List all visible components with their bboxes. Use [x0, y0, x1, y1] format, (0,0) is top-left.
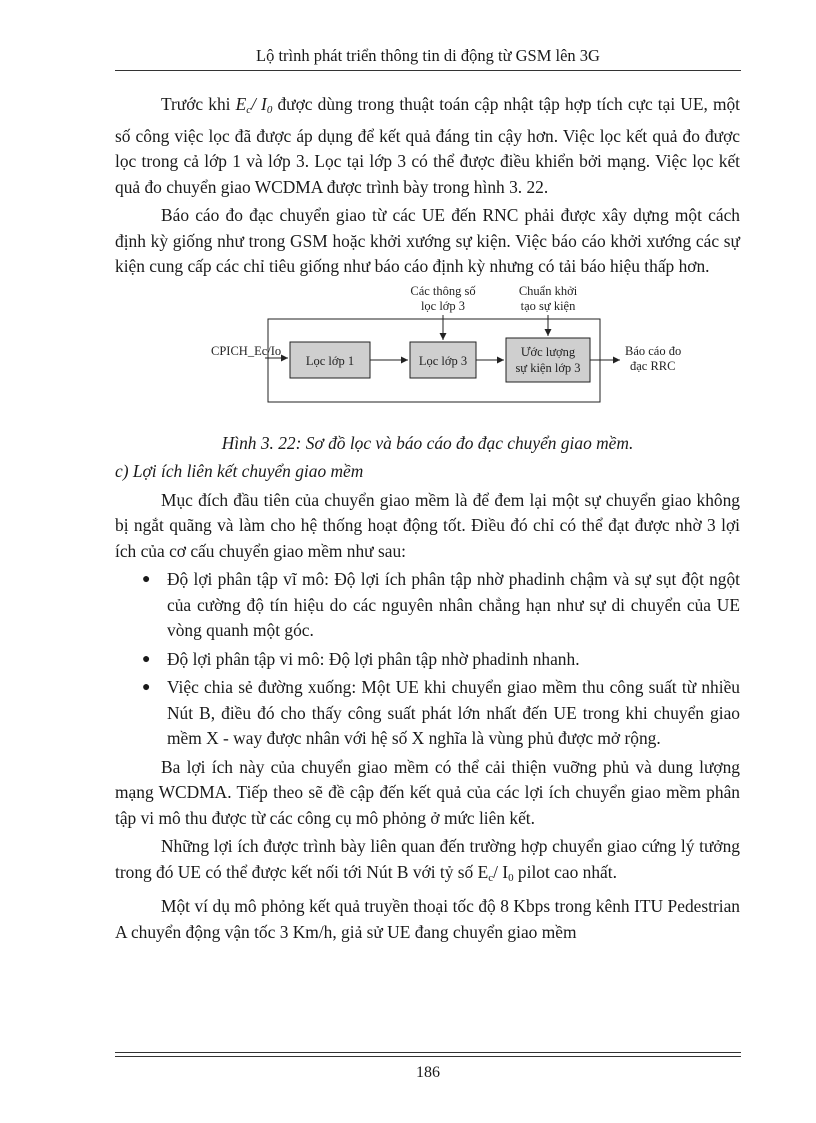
paragraph-example: Một ví dụ mô phỏng kết quả truyền thoại tốc độ 8 Kbps trong kênh ITU Pedestrian A chuyển động vận tốc 3 Km/h, giả sử UE đang chuyển giao mềm — [115, 896, 740, 942]
list-item: ● Độ lợi phân tập vĩ mô: Độ lợi ích phân tập nhờ phadinh chậm và sự sụt đột ngột của cường độ tín hiệu do các nguyên nhân chẳng hạn như sự di chuyển của UE vòng quanh một góc. — [142, 569, 740, 640]
footer-rule — [115, 1052, 741, 1053]
block3-label-line2: sự kiện lớp 3 — [515, 360, 581, 375]
bullet-icon: ● — [142, 680, 151, 695]
top-right-label-line1: Chuẩn khởi — [518, 283, 578, 298]
paragraph-benefits: Ba lợi ích này của chuyển giao mềm có thể cải thiện vuỡng phủ và dung lượng mạng WCDMA. Tiếp theo sẽ đề cập đến kết quả của các lợi ích chuyển giao mềm phân tập vi mô thu được từ các công cụ mô phỏng ở mức liên kết. — [115, 756, 740, 828]
list-item: ● Độ lợi phân tập vi mô: Độ lợi phân tập nhờ phadinh nhanh. — [115, 647, 740, 673]
output-label-line1: Báo cáo đo — [625, 343, 682, 358]
paragraph-ideal-handover: Những lợi ích được trình bày liên quan đến trường hợp chuyển giao cứng lý tưởng trong đó UE có thể được kết nối tới Nút B với tỷ số $E_c/$ $I_0$ pilot cao nhất. — [115, 836, 740, 884]
top-right-label-line2: tạo sự kiện — [520, 298, 576, 313]
filter-diagram-svg — [115, 283, 740, 431]
formula-ec-io: $E_c/$ $I_0$ — [235, 94, 273, 116]
benefits-list — [115, 567, 740, 752]
page-number: 186 — [416, 1064, 440, 1081]
p1-before: Trước khi — [161, 94, 236, 114]
body-text — [115, 92, 740, 948]
p1-after: được dùng trong thuật toán cập nhật tập hợp tích cực tại UE, một số công việc lọc đã được áp dụng để kết quả đáng tin cậy hơn. Việc lọc kết quả đo được lọc trong cả lớp 1 và lớp 3. Lọc tại lớp 3 có thể được điều khiển bởi mạng. Việc lọc kết quả đo chuyển giao WCDMA được trình bày trong hình 3. 22. — [115, 94, 740, 197]
top-left-label-line2: lọc lớp 3 — [420, 298, 466, 313]
bullet-icon: ● — [142, 651, 151, 667]
block1-label: Lọc lớp 1 — [305, 353, 355, 368]
block3-label-line1: Ước lượng — [520, 344, 576, 359]
page-header: Lộ trình phát triển thông tin di động từ GSM lên 3G — [256, 46, 600, 65]
header-rule — [115, 70, 741, 71]
block2-label: Lọc lớp 3 — [418, 353, 468, 368]
footer-rule-thin — [115, 1056, 741, 1057]
list-item: ● Việc chia sẻ đường xuống: Một UE khi chuyển giao mềm thu công suất từ nhiều Nút B, điều đó cho thấy công suất phát lớn nhất đến UE trong khi chuyển giao mềm X - way được nhân với hệ số X nghĩa là vùng phủ được mở rộng. — [142, 677, 740, 748]
bullet-icon: ● — [142, 572, 151, 587]
top-left-label-line1: Các thông số — [410, 283, 476, 298]
input-label: CPICH_Ec/Io — [211, 343, 282, 358]
paragraph-purpose: Mục đích đầu tiên của chuyển giao mềm là để đem lại một sự chuyển giao không bị ngắt quãng và làm cho hệ thống hoạt động tốt. Điều đó chỉ có thể đạt được nhờ 3 lợi ích của cơ cấu chuyển giao mềm như sau: — [115, 489, 740, 561]
output-label-line2: đạc RRC — [630, 358, 676, 373]
section-title: c) Lợi ích liên kết chuyển giao mềm — [115, 461, 364, 481]
figure-caption: Hình 3. 22: Sơ đồ lọc và báo cáo đo đạc chuyển giao mềm. — [221, 432, 634, 453]
filter-diagram — [115, 283, 740, 431]
paragraph-report: Báo cáo đo đạc chuyển giao từ các UE đến RNC phải được xây dựng một cách định kỳ giống như trong GSM hoặc khởi xướng sự kiện. Việc báo cáo khởi xướng các sự kiện cung cấp các chỉ tiêu giống như báo cáo định kỳ nhưng có tải báo hiệu thấp hơn. — [115, 205, 740, 276]
paragraph-intro — [115, 92, 740, 200]
